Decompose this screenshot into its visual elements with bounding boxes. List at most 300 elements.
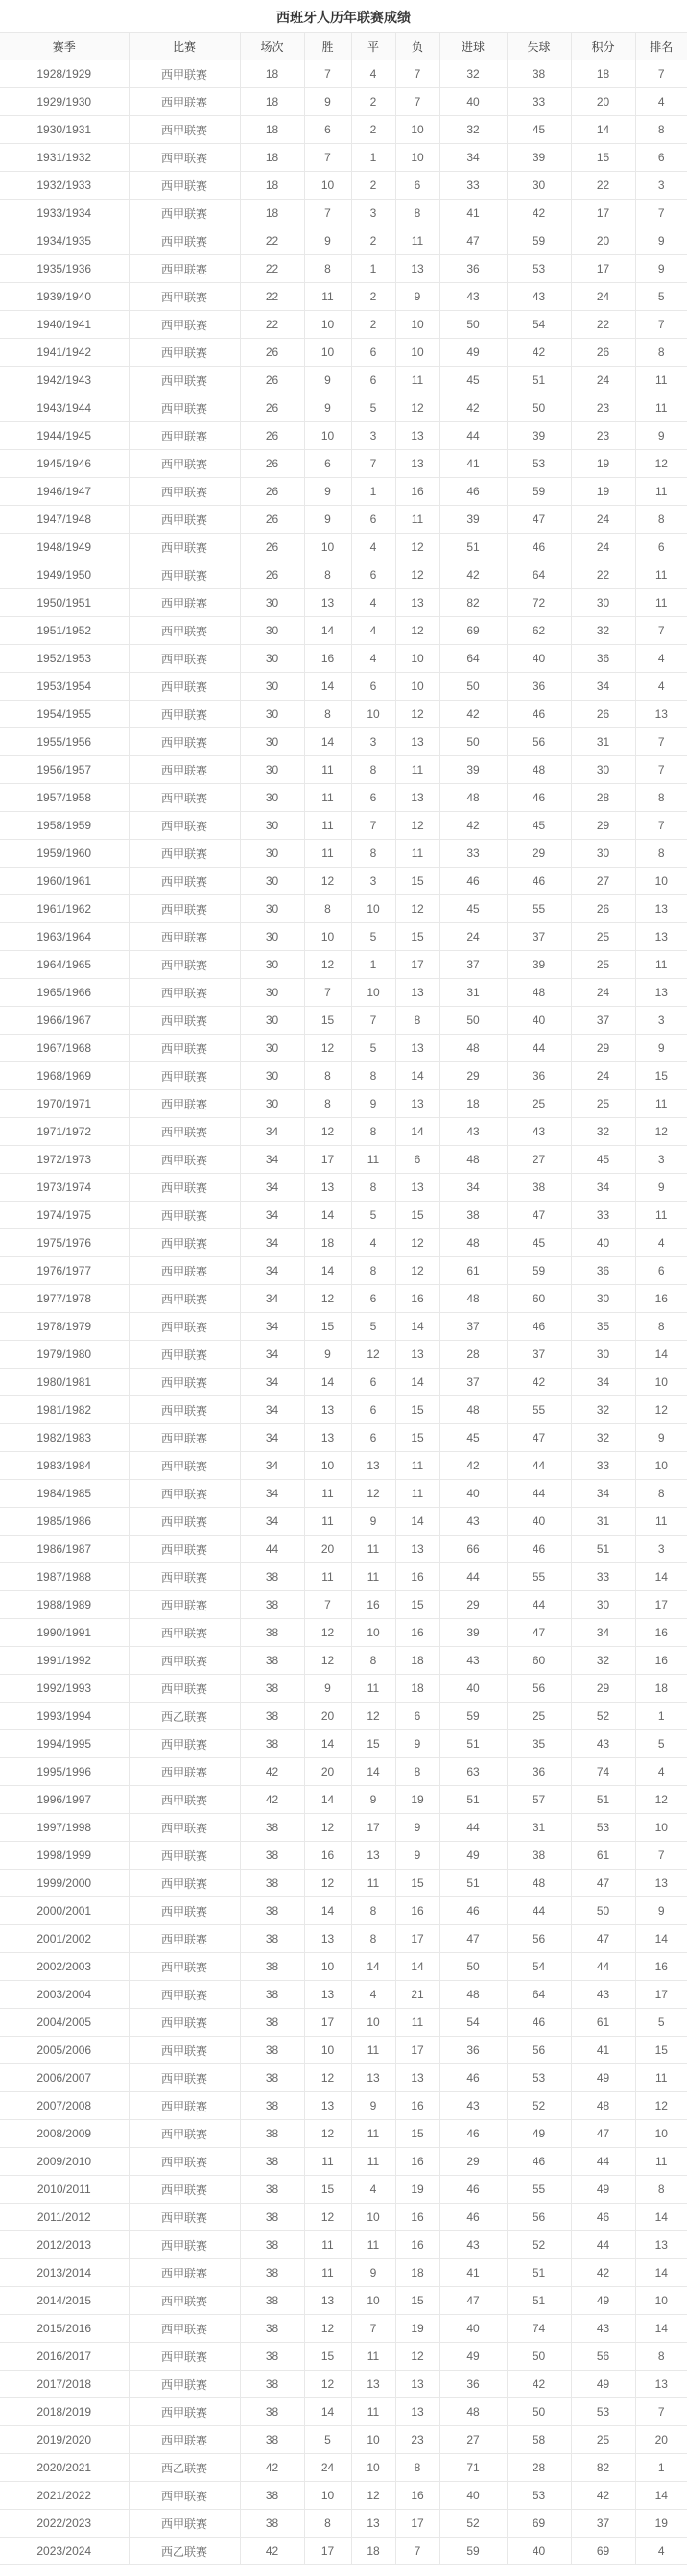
won-cell: 11 bbox=[304, 2231, 351, 2259]
table-row bbox=[0, 200, 687, 227]
goals-for-cell: 49 bbox=[439, 1842, 507, 1870]
won-cell: 15 bbox=[304, 1007, 351, 1035]
won-cell: 10 bbox=[304, 2482, 351, 2510]
points-cell: 25 bbox=[571, 951, 635, 979]
goals-against-cell: 56 bbox=[507, 1675, 571, 1703]
column-header-won: 胜 bbox=[304, 33, 351, 60]
rank-cell: 7 bbox=[635, 200, 687, 227]
goals-against-cell: 42 bbox=[507, 1369, 571, 1396]
played-cell: 30 bbox=[240, 645, 304, 673]
table-row bbox=[0, 1202, 687, 1229]
played-cell: 34 bbox=[240, 1118, 304, 1146]
season-cell: 1966/1967 bbox=[0, 1007, 129, 1035]
league-cell: 西甲联赛 bbox=[129, 200, 240, 227]
played-cell: 26 bbox=[240, 367, 304, 394]
goals-against-cell: 56 bbox=[507, 2037, 571, 2064]
drawn-cell: 5 bbox=[351, 923, 395, 951]
points-cell: 34 bbox=[571, 1369, 635, 1396]
goals-against-cell: 59 bbox=[507, 1257, 571, 1285]
goals-for-cell: 41 bbox=[439, 200, 507, 227]
points-cell: 50 bbox=[571, 1897, 635, 1925]
lost-cell: 13 bbox=[395, 728, 439, 756]
played-cell: 42 bbox=[240, 2538, 304, 2565]
season-cell: 1928/1929 bbox=[0, 60, 129, 88]
played-cell: 22 bbox=[240, 283, 304, 311]
rank-cell: 3 bbox=[635, 1536, 687, 1563]
season-cell: 1994/1995 bbox=[0, 1730, 129, 1758]
lost-cell: 17 bbox=[395, 951, 439, 979]
goals-against-cell: 25 bbox=[507, 1703, 571, 1730]
played-cell: 34 bbox=[240, 1480, 304, 1508]
drawn-cell: 9 bbox=[351, 2092, 395, 2120]
goals-for-cell: 63 bbox=[439, 1758, 507, 1786]
goals-for-cell: 48 bbox=[439, 784, 507, 812]
points-cell: 31 bbox=[571, 728, 635, 756]
goals-for-cell: 40 bbox=[439, 1480, 507, 1508]
lost-cell: 10 bbox=[395, 645, 439, 673]
league-cell: 西甲联赛 bbox=[129, 1341, 240, 1369]
points-cell: 44 bbox=[571, 2148, 635, 2176]
league-cell: 西甲联赛 bbox=[129, 1953, 240, 1981]
season-cell: 1955/1956 bbox=[0, 728, 129, 756]
goals-against-cell: 69 bbox=[507, 2510, 571, 2538]
league-cell: 西甲联赛 bbox=[129, 1619, 240, 1647]
points-cell: 51 bbox=[571, 1786, 635, 1814]
goals-for-cell: 33 bbox=[439, 172, 507, 200]
won-cell: 13 bbox=[304, 1396, 351, 1424]
won-cell: 6 bbox=[304, 116, 351, 144]
played-cell: 38 bbox=[240, 1925, 304, 1953]
goals-against-cell: 72 bbox=[507, 589, 571, 617]
table-row bbox=[0, 1703, 687, 1730]
rank-cell: 9 bbox=[635, 1424, 687, 1452]
goals-for-cell: 82 bbox=[439, 589, 507, 617]
goals-for-cell: 48 bbox=[439, 2398, 507, 2426]
played-cell: 38 bbox=[240, 2231, 304, 2259]
table-row bbox=[0, 1341, 687, 1369]
rank-cell: 11 bbox=[635, 2148, 687, 2176]
points-cell: 43 bbox=[571, 2315, 635, 2343]
table-row bbox=[0, 450, 687, 478]
season-cell: 1958/1959 bbox=[0, 812, 129, 840]
lost-cell: 12 bbox=[395, 561, 439, 589]
goals-for-cell: 50 bbox=[439, 673, 507, 701]
points-cell: 30 bbox=[571, 840, 635, 868]
league-cell: 西甲联赛 bbox=[129, 2231, 240, 2259]
played-cell: 38 bbox=[240, 2037, 304, 2064]
table-row bbox=[0, 2454, 687, 2482]
rank-cell: 3 bbox=[635, 1007, 687, 1035]
goals-for-cell: 40 bbox=[439, 2315, 507, 2343]
drawn-cell: 4 bbox=[351, 60, 395, 88]
won-cell: 8 bbox=[304, 701, 351, 728]
rank-cell: 20 bbox=[635, 2426, 687, 2454]
league-cell: 西甲联赛 bbox=[129, 2315, 240, 2343]
won-cell: 11 bbox=[304, 2259, 351, 2287]
table-row bbox=[0, 2176, 687, 2204]
goals-against-cell: 55 bbox=[507, 895, 571, 923]
drawn-cell: 1 bbox=[351, 144, 395, 172]
drawn-cell: 12 bbox=[351, 1341, 395, 1369]
played-cell: 38 bbox=[240, 1953, 304, 1981]
goals-against-cell: 47 bbox=[507, 506, 571, 534]
lost-cell: 10 bbox=[395, 311, 439, 339]
table-row bbox=[0, 1675, 687, 1703]
won-cell: 11 bbox=[304, 1563, 351, 1591]
goals-against-cell: 45 bbox=[507, 1229, 571, 1257]
drawn-cell: 5 bbox=[351, 1313, 395, 1341]
goals-for-cell: 32 bbox=[439, 60, 507, 88]
played-cell: 38 bbox=[240, 1814, 304, 1842]
season-cell: 1972/1973 bbox=[0, 1146, 129, 1174]
won-cell: 14 bbox=[304, 1257, 351, 1285]
won-cell: 12 bbox=[304, 1285, 351, 1313]
lost-cell: 16 bbox=[395, 2092, 439, 2120]
lost-cell: 7 bbox=[395, 88, 439, 116]
drawn-cell: 13 bbox=[351, 2510, 395, 2538]
rank-cell: 9 bbox=[635, 422, 687, 450]
won-cell: 9 bbox=[304, 227, 351, 255]
rank-cell: 7 bbox=[635, 617, 687, 645]
lost-cell: 6 bbox=[395, 172, 439, 200]
lost-cell: 15 bbox=[395, 1202, 439, 1229]
goals-for-cell: 43 bbox=[439, 283, 507, 311]
won-cell: 14 bbox=[304, 617, 351, 645]
rank-cell: 1 bbox=[635, 1703, 687, 1730]
goals-for-cell: 49 bbox=[439, 2343, 507, 2371]
drawn-cell: 11 bbox=[351, 2120, 395, 2148]
won-cell: 14 bbox=[304, 2398, 351, 2426]
rank-cell: 12 bbox=[635, 1396, 687, 1424]
drawn-cell: 6 bbox=[351, 1369, 395, 1396]
league-cell: 西甲联赛 bbox=[129, 561, 240, 589]
league-cell: 西甲联赛 bbox=[129, 1229, 240, 1257]
played-cell: 30 bbox=[240, 1090, 304, 1118]
league-cell: 西甲联赛 bbox=[129, 1814, 240, 1842]
goals-against-cell: 40 bbox=[507, 1007, 571, 1035]
played-cell: 38 bbox=[240, 2204, 304, 2231]
goals-against-cell: 40 bbox=[507, 645, 571, 673]
lost-cell: 16 bbox=[395, 1285, 439, 1313]
drawn-cell: 6 bbox=[351, 784, 395, 812]
table-row bbox=[0, 1563, 687, 1591]
goals-for-cell: 46 bbox=[439, 2204, 507, 2231]
table-row bbox=[0, 2092, 687, 2120]
won-cell: 8 bbox=[304, 895, 351, 923]
played-cell: 38 bbox=[240, 1897, 304, 1925]
drawn-cell: 15 bbox=[351, 1730, 395, 1758]
league-cell: 西乙联赛 bbox=[129, 2454, 240, 2482]
played-cell: 34 bbox=[240, 1508, 304, 1536]
rank-cell: 7 bbox=[635, 1842, 687, 1870]
goals-against-cell: 46 bbox=[507, 784, 571, 812]
lost-cell: 10 bbox=[395, 144, 439, 172]
drawn-cell: 8 bbox=[351, 1118, 395, 1146]
goals-for-cell: 29 bbox=[439, 2148, 507, 2176]
points-cell: 17 bbox=[571, 255, 635, 283]
season-cell: 2003/2004 bbox=[0, 1981, 129, 2009]
won-cell: 13 bbox=[304, 1981, 351, 2009]
points-cell: 82 bbox=[571, 2454, 635, 2482]
goals-for-cell: 61 bbox=[439, 1257, 507, 1285]
season-cell: 1973/1974 bbox=[0, 1174, 129, 1202]
drawn-cell: 1 bbox=[351, 951, 395, 979]
goals-against-cell: 42 bbox=[507, 200, 571, 227]
goals-for-cell: 36 bbox=[439, 2037, 507, 2064]
points-cell: 30 bbox=[571, 756, 635, 784]
table-row bbox=[0, 2426, 687, 2454]
played-cell: 22 bbox=[240, 255, 304, 283]
league-cell: 西甲联赛 bbox=[129, 784, 240, 812]
lost-cell: 8 bbox=[395, 1758, 439, 1786]
won-cell: 14 bbox=[304, 1897, 351, 1925]
lost-cell: 12 bbox=[395, 534, 439, 561]
table-row bbox=[0, 2064, 687, 2092]
goals-for-cell: 48 bbox=[439, 1981, 507, 2009]
goals-against-cell: 38 bbox=[507, 1842, 571, 1870]
table-row bbox=[0, 2287, 687, 2315]
season-cell: 1982/1983 bbox=[0, 1424, 129, 1452]
league-cell: 西甲联赛 bbox=[129, 1146, 240, 1174]
season-cell: 1971/1972 bbox=[0, 1118, 129, 1146]
drawn-cell: 6 bbox=[351, 1285, 395, 1313]
league-cell: 西甲联赛 bbox=[129, 1786, 240, 1814]
table-row bbox=[0, 1619, 687, 1647]
table-row bbox=[0, 756, 687, 784]
goals-for-cell: 39 bbox=[439, 506, 507, 534]
lost-cell: 14 bbox=[395, 1062, 439, 1090]
league-cell: 西甲联赛 bbox=[129, 2426, 240, 2454]
goals-for-cell: 66 bbox=[439, 1536, 507, 1563]
rank-cell: 11 bbox=[635, 1202, 687, 1229]
table-row bbox=[0, 172, 687, 200]
played-cell: 22 bbox=[240, 227, 304, 255]
rank-cell: 13 bbox=[635, 895, 687, 923]
won-cell: 7 bbox=[304, 60, 351, 88]
points-cell: 29 bbox=[571, 1035, 635, 1062]
points-cell: 25 bbox=[571, 1090, 635, 1118]
lost-cell: 7 bbox=[395, 2538, 439, 2565]
drawn-cell: 2 bbox=[351, 227, 395, 255]
league-cell: 西甲联赛 bbox=[129, 2120, 240, 2148]
lost-cell: 16 bbox=[395, 2482, 439, 2510]
goals-for-cell: 51 bbox=[439, 534, 507, 561]
goals-for-cell: 48 bbox=[439, 1285, 507, 1313]
lost-cell: 16 bbox=[395, 2231, 439, 2259]
points-cell: 53 bbox=[571, 1814, 635, 1842]
lost-cell: 15 bbox=[395, 1424, 439, 1452]
goals-against-cell: 47 bbox=[507, 1202, 571, 1229]
rank-cell: 7 bbox=[635, 60, 687, 88]
played-cell: 38 bbox=[240, 1842, 304, 1870]
goals-for-cell: 36 bbox=[439, 255, 507, 283]
rank-cell: 12 bbox=[635, 1118, 687, 1146]
played-cell: 26 bbox=[240, 534, 304, 561]
played-cell: 30 bbox=[240, 701, 304, 728]
table-row bbox=[0, 367, 687, 394]
drawn-cell: 11 bbox=[351, 1675, 395, 1703]
rank-cell: 7 bbox=[635, 812, 687, 840]
drawn-cell: 8 bbox=[351, 1257, 395, 1285]
drawn-cell: 6 bbox=[351, 673, 395, 701]
lost-cell: 13 bbox=[395, 2398, 439, 2426]
column-header-lost: 负 bbox=[395, 33, 439, 60]
points-cell: 33 bbox=[571, 1563, 635, 1591]
drawn-cell: 4 bbox=[351, 645, 395, 673]
lost-cell: 17 bbox=[395, 2037, 439, 2064]
goals-against-cell: 44 bbox=[507, 1452, 571, 1480]
table-row bbox=[0, 1925, 687, 1953]
league-cell: 西甲联赛 bbox=[129, 1090, 240, 1118]
lost-cell: 9 bbox=[395, 1730, 439, 1758]
points-cell: 48 bbox=[571, 2092, 635, 2120]
league-cell: 西甲联赛 bbox=[129, 506, 240, 534]
won-cell: 14 bbox=[304, 1202, 351, 1229]
won-cell: 13 bbox=[304, 1174, 351, 1202]
season-cell: 1940/1941 bbox=[0, 311, 129, 339]
won-cell: 9 bbox=[304, 1341, 351, 1369]
season-cell: 2004/2005 bbox=[0, 2009, 129, 2037]
season-cell: 1999/2000 bbox=[0, 1870, 129, 1897]
page-title: 西班牙人历年联赛成绩 bbox=[276, 10, 411, 25]
goals-against-cell: 39 bbox=[507, 422, 571, 450]
drawn-cell: 6 bbox=[351, 1424, 395, 1452]
league-cell: 西甲联赛 bbox=[129, 756, 240, 784]
season-cell: 1974/1975 bbox=[0, 1202, 129, 1229]
rank-cell: 8 bbox=[635, 1313, 687, 1341]
column-header-season: 赛季 bbox=[0, 33, 129, 60]
points-cell: 36 bbox=[571, 645, 635, 673]
goals-for-cell: 47 bbox=[439, 227, 507, 255]
played-cell: 18 bbox=[240, 200, 304, 227]
rank-cell: 9 bbox=[635, 1174, 687, 1202]
rank-cell: 9 bbox=[635, 227, 687, 255]
season-cell: 1983/1984 bbox=[0, 1452, 129, 1480]
won-cell: 7 bbox=[304, 1591, 351, 1619]
goals-against-cell: 42 bbox=[507, 2371, 571, 2398]
rank-cell: 8 bbox=[635, 840, 687, 868]
table-row bbox=[0, 1536, 687, 1563]
goals-for-cell: 46 bbox=[439, 478, 507, 506]
season-cell: 1933/1934 bbox=[0, 200, 129, 227]
points-cell: 45 bbox=[571, 1146, 635, 1174]
season-cell: 2002/2003 bbox=[0, 1953, 129, 1981]
rank-cell: 8 bbox=[635, 1480, 687, 1508]
drawn-cell: 4 bbox=[351, 2176, 395, 2204]
table-row bbox=[0, 701, 687, 728]
played-cell: 38 bbox=[240, 2259, 304, 2287]
points-cell: 26 bbox=[571, 701, 635, 728]
season-cell: 1930/1931 bbox=[0, 116, 129, 144]
season-cell: 1954/1955 bbox=[0, 701, 129, 728]
played-cell: 38 bbox=[240, 1870, 304, 1897]
league-cell: 西甲联赛 bbox=[129, 1675, 240, 1703]
league-cell: 西甲联赛 bbox=[129, 422, 240, 450]
table-row bbox=[0, 255, 687, 283]
drawn-cell: 11 bbox=[351, 2037, 395, 2064]
league-cell: 西甲联赛 bbox=[129, 2343, 240, 2371]
table-row bbox=[0, 1452, 687, 1480]
played-cell: 38 bbox=[240, 2426, 304, 2454]
points-cell: 52 bbox=[571, 1703, 635, 1730]
goals-for-cell: 40 bbox=[439, 1675, 507, 1703]
league-cell: 西乙联赛 bbox=[129, 1703, 240, 1730]
played-cell: 30 bbox=[240, 728, 304, 756]
table-row bbox=[0, 1285, 687, 1313]
table-row bbox=[0, 2371, 687, 2398]
goals-against-cell: 62 bbox=[507, 617, 571, 645]
drawn-cell: 12 bbox=[351, 1703, 395, 1730]
drawn-cell: 9 bbox=[351, 1786, 395, 1814]
table-row bbox=[0, 645, 687, 673]
table-row bbox=[0, 1007, 687, 1035]
points-cell: 40 bbox=[571, 1229, 635, 1257]
won-cell: 18 bbox=[304, 1229, 351, 1257]
goals-against-cell: 55 bbox=[507, 1396, 571, 1424]
points-cell: 32 bbox=[571, 617, 635, 645]
points-cell: 23 bbox=[571, 422, 635, 450]
season-cell: 1975/1976 bbox=[0, 1229, 129, 1257]
season-cell: 1950/1951 bbox=[0, 589, 129, 617]
lost-cell: 15 bbox=[395, 2120, 439, 2148]
drawn-cell: 2 bbox=[351, 283, 395, 311]
won-cell: 13 bbox=[304, 589, 351, 617]
points-cell: 32 bbox=[571, 1396, 635, 1424]
rank-cell: 10 bbox=[635, 2287, 687, 2315]
league-cell: 西甲联赛 bbox=[129, 812, 240, 840]
goals-for-cell: 32 bbox=[439, 116, 507, 144]
league-cell: 西甲联赛 bbox=[129, 1257, 240, 1285]
won-cell: 14 bbox=[304, 728, 351, 756]
goals-for-cell: 37 bbox=[439, 1313, 507, 1341]
league-cell: 西甲联赛 bbox=[129, 1007, 240, 1035]
table-row bbox=[0, 784, 687, 812]
table-row bbox=[0, 840, 687, 868]
lost-cell: 13 bbox=[395, 255, 439, 283]
season-cell: 1978/1979 bbox=[0, 1313, 129, 1341]
season-cell: 1996/1997 bbox=[0, 1786, 129, 1814]
points-cell: 30 bbox=[571, 1591, 635, 1619]
won-cell: 14 bbox=[304, 1786, 351, 1814]
rank-cell: 1 bbox=[635, 2454, 687, 2482]
drawn-cell: 4 bbox=[351, 589, 395, 617]
drawn-cell: 11 bbox=[351, 1870, 395, 1897]
goals-against-cell: 45 bbox=[507, 116, 571, 144]
won-cell: 12 bbox=[304, 1870, 351, 1897]
goals-against-cell: 57 bbox=[507, 1786, 571, 1814]
season-cell: 2009/2010 bbox=[0, 2148, 129, 2176]
drawn-cell: 10 bbox=[351, 895, 395, 923]
league-cell: 西甲联赛 bbox=[129, 2287, 240, 2315]
table-row bbox=[0, 1062, 687, 1090]
goals-against-cell: 60 bbox=[507, 1285, 571, 1313]
goals-for-cell: 48 bbox=[439, 1229, 507, 1257]
played-cell: 34 bbox=[240, 1174, 304, 1202]
league-cell: 西甲联赛 bbox=[129, 1313, 240, 1341]
points-cell: 34 bbox=[571, 673, 635, 701]
goals-against-cell: 39 bbox=[507, 144, 571, 172]
drawn-cell: 8 bbox=[351, 1925, 395, 1953]
goals-for-cell: 46 bbox=[439, 868, 507, 895]
points-cell: 18 bbox=[571, 60, 635, 88]
played-cell: 42 bbox=[240, 1786, 304, 1814]
lost-cell: 12 bbox=[395, 2343, 439, 2371]
table-row bbox=[0, 728, 687, 756]
lost-cell: 14 bbox=[395, 1953, 439, 1981]
goals-for-cell: 44 bbox=[439, 1563, 507, 1591]
lost-cell: 11 bbox=[395, 227, 439, 255]
season-cell: 2000/2001 bbox=[0, 1897, 129, 1925]
